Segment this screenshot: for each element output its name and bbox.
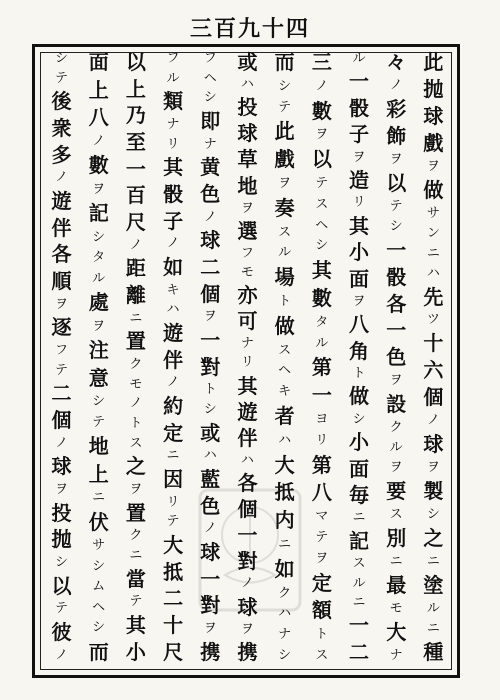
text-column: 或 ハ 投 球 草 地 ヲ 選 フ モ 亦 可 ナ リ 其 遊 伴 ハ 各 個 一 對 ノ 球 ヲ 携 — [237, 50, 258, 664]
text-column: 而 シ テ 此 戲 ヲ 奏 ス ル 場 ト 做 ス ヘ キ 者 ハ 大 抵 内 ニ 如 ク ハ ナ シ — [274, 50, 295, 663]
vertical-text-body — [45, 52, 450, 672]
text-column: フ ヘ シ 即 ナ 黄 色 ノ 球 二 個 ヲ 一 對 ト シ 或 ハ 藍 色 ノ 球 一 對 ヲ 携 — [200, 51, 221, 664]
text-column: 三 ノ 數 ヲ 以 テ ス ヘ シ 其 數 タ ル 第 一 ヨ リ 第 八 マ テ ヲ 定 額 ト ス — [311, 50, 332, 663]
text-column: 以 上 乃 至 一 百 尺 ノ 距 離 ニ 置 ク モ ノ ト ス 之 ヲ 置 ク ニ 當 テ 其 小 — [125, 50, 146, 664]
text-column: 面 上 八 ノ 數 ヲ 記 シ タ ル 處 ヲ 注 意 シ テ 地 上 ニ 伏 サ シ ム ヘ シ 而 — [88, 50, 109, 664]
text-column: ル 一 骰 子 ヲ 造 リ 其 小 面 ヲ 八 角 ト 做 シ 小 面 毎 ニ 記 ス ル ニ 一 二 — [349, 51, 369, 664]
text-column: 此 抛 球 戲 ヲ 做 サ ン ニ ハ 先 ツ 十 六 個 ノ 球 ヲ 製 シ 之 ニ 塗 ル ニ 種 — [423, 50, 444, 664]
text-column: フ ル 類 ナ リ 其 骰 子 ノ 如 キ ハ 遊 伴 ノ 約 定 ニ 因 リ テ 大 抵 二 十 尺 — [163, 51, 184, 664]
text-column: シ テ 後 衆 多 ノ 遊 伴 各 順 ヲ 逐 フ テ 二 個 ノ 球 ヲ 投 抛 シ 以 テ 彼 ノ — [51, 51, 72, 663]
text-column: 々 ノ 彩 飾 ヲ 以 テ シ 一 骰 各 一 色 ヲ 設 ク ル ヲ 要 ス 別 ニ 最 モ 大 ナ — [386, 50, 407, 663]
page-number: 三百九十四 — [189, 16, 310, 42]
